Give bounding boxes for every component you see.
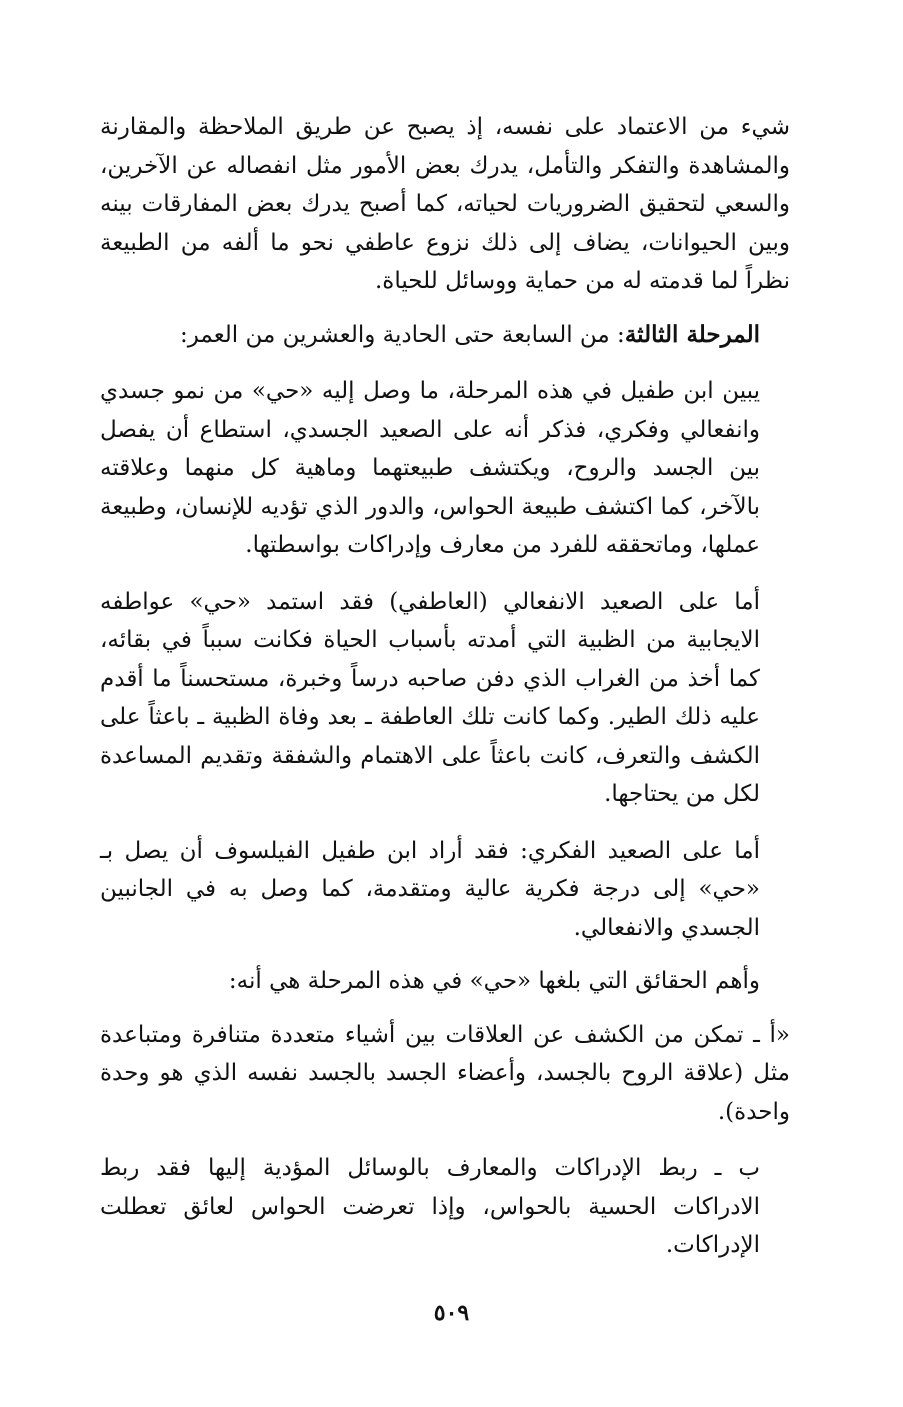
paragraph-intellectual-level: أما على الصعيد الفكري: فقد أراد ابن طفيل الفيلسوف أن يصل بـ «حي» إلى درجة فكرية عالية ومتقدمة، كما وصل به في الجانبين الجسدي والانفعالي. bbox=[100, 837, 760, 941]
paragraph-stage-two-end: شيء من الاعتماد على نفسه، إذ يصبح عن طريق الملاحظة والمقارنة والمشاهدة والتفكر والتأمل، يدرك بعض الأمور مثل انفصاله عن الآخرين، والسعي لتحقيق الضروريات لحياته، كما أصبح يدرك بعض المفارقات بينه وبين الحيوانات، يضاف إلى ذلك نزوع عاطفي نحو ما ألفه من الطبيعة نظراً لما قدمته له من حماية ووسائل للحياة. bbox=[100, 114, 790, 294]
paragraph-truth-a: «أ ـ تمكن من الكشف عن العلاقات بين أشياء متعددة متنافرة ومتباعدة مثل (علاقة الروح بالجسد، وأعضاء الجسد بالجسد نفسه الذي هو وحدة واحدة). bbox=[100, 1021, 790, 1125]
paragraph-emotional-level: أما على الصعيد الانفعالي (العاطفي) فقد استمد «حي» عواطفه الايجابية من الظبية التي أمدته بأسباب الحياة فكانت سبباً في بقائه، كما أخذ من الغراب الذي دفن صاحبه درساً وخبرة، مستحسناً ما أقدم عليه ذلك الطير. وكما كانت تلك العاطفة ـ بعد وفاة الظبية ـ باعثاً على الكشف والتعرف، كانت باعثاً على الاهتمام والشفقة وتقديم المساعدة لكل من يحتاجها. bbox=[100, 588, 760, 807]
paragraph-key-truths-intro: وأهم الحقائق التي بلغها «حي» في هذه المرحلة هي أنه: bbox=[228, 968, 760, 994]
stage-three-description: : من السابعة حتى الحادية والعشرين من العمر: bbox=[179, 321, 625, 348]
stage-three-term: المرحلة الثالثة bbox=[624, 320, 760, 348]
paragraph-truth-b: ب ـ ربط الإدراكات والمعارف بالوسائل المؤدية إليها فقد ربط الادراكات الحسية بالحواس، وإذا تعرضت الحواس لعائق تعطلت الإدراكات. bbox=[100, 1155, 760, 1258]
paragraph-physical-level: يبين ابن طفيل في هذه المرحلة، ما وصل إليه «حي» من نمو جسدي وانفعالي وفكري، فذكر أنه على الصعيد الجسدي، استطاع أن يفصل بين الجسد والروح، ويكتشف طبيعتهما وماهية كل منهما وعلاقته بالآخر، كما اكتشف طبيعة الحواس، والدور الذي تؤديه للإنسان، وطبيعة عملها، وماتحققه للفرد من معارف وإدراكات بواسطتها. bbox=[100, 378, 760, 558]
page-number: ٥٠٩ bbox=[433, 1300, 470, 1326]
stage-three-heading bbox=[100, 316, 790, 355]
page-body bbox=[100, 108, 790, 1265]
